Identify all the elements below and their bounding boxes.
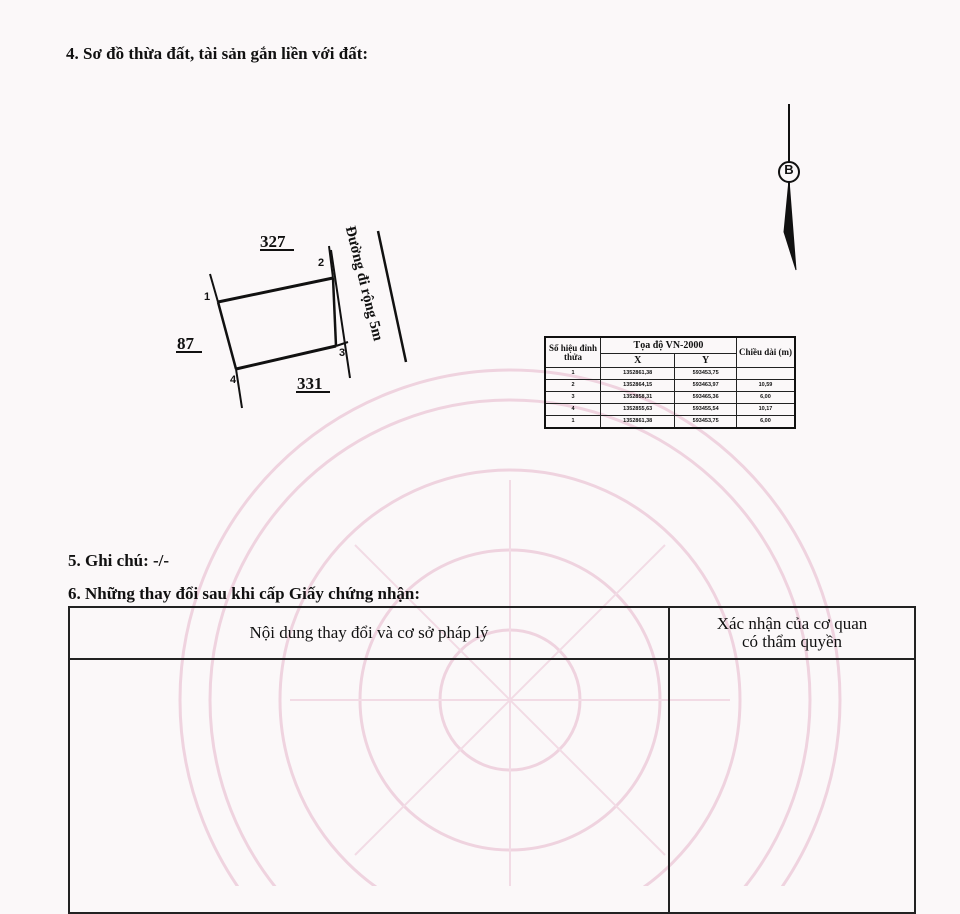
header-coords: Tọa độ VN-2000 [601,337,737,354]
cell-y: 593465,36 [675,392,737,404]
cell-x: 1352855,63 [601,404,675,416]
authority-confirmation-cell [669,659,915,913]
north-arrow [780,162,798,177]
cell-length: 6,00 [736,392,795,404]
cell-point-id: 3 [545,392,601,404]
header-confirm-line1: Xác nhận của cơ quan [716,614,868,634]
cell-length: 10,17 [736,404,795,416]
table-row [545,416,795,429]
header-authority-confirmation [669,607,915,659]
cell-x: 1352864,15 [601,380,675,392]
table-row [545,368,795,380]
cell-x: 1352858,31 [601,392,675,404]
north-label: B [784,162,794,177]
adjacent-parcel-bottom: 331 [297,374,323,393]
header-length: Chiều dài (m) [736,337,795,368]
vertex-label: 2 [318,257,325,269]
cell-y: 593455,54 [675,404,737,416]
cell-x: 1352861,38 [601,416,675,429]
adjacent-parcel-left: 87 [177,334,194,353]
table-row [545,392,795,404]
cell-y: 593453,75 [675,368,737,380]
cell-y: 593453,75 [675,416,737,429]
road-label: Đường đi rộng 5m [341,224,386,343]
cell-point-id: 1 [545,416,601,429]
cell-y: 593463,97 [675,380,737,392]
cell-x: 1352861,38 [601,368,675,380]
cell-length: 10,59 [736,380,795,392]
header-point-id: Số hiệu đỉnh thửa [545,337,601,368]
coordinate-table [544,336,796,429]
section-6-title: 6. Những thay đổi sau khi cấp Giấy chứng nhận: [68,584,421,603]
header-y: Y [675,354,737,368]
cell-length: 6,00 [736,416,795,429]
header-confirm-line2: có thẩm quyền [741,632,843,651]
vertex-label: 4 [230,374,237,386]
cell-length [736,368,795,380]
table-row [545,380,795,392]
cell-point-id: 4 [545,404,601,416]
header-change-content: Nội dung thay đổi và cơ sở pháp lý [69,607,669,659]
adjacent-parcel-top: 327 [260,232,286,251]
table-row [545,404,795,416]
vertex-label: 1 [204,291,211,303]
change-content-cell [69,659,669,913]
cell-point-id: 2 [545,380,601,392]
section-4-title: 4. Sơ đồ thừa đất, tài sản gắn liền với đất: [66,44,369,63]
section-5-title: 5. Ghi chú: -/- [68,551,170,570]
header-x: X [601,354,675,368]
changes-table [68,606,916,914]
vertex-label: 3 [339,347,346,359]
cell-point-id: 1 [545,368,601,380]
